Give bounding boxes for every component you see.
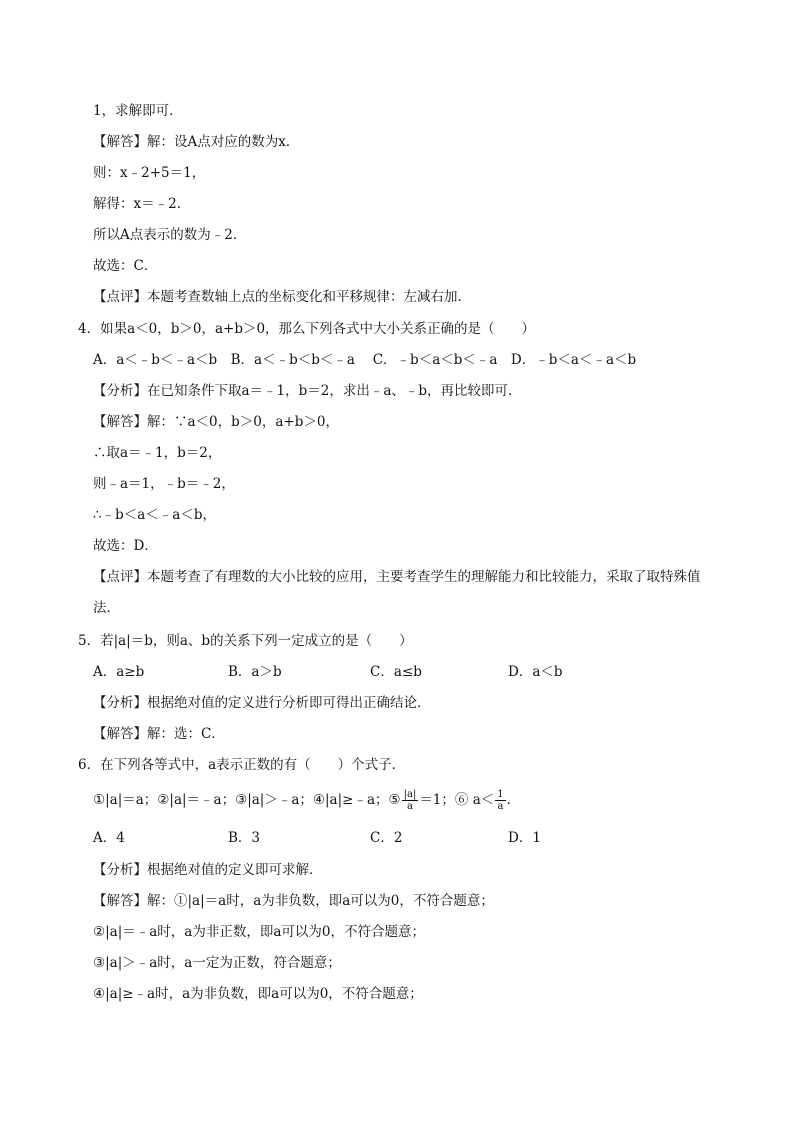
answer-line: 【解答】解：选：C． xyxy=(93,726,225,742)
option-d: D．a＜b xyxy=(508,664,563,680)
text-line: 1，求解即可． xyxy=(93,103,183,119)
text-line: 故选：D． xyxy=(93,538,158,554)
answer-line: 【解答】解：设A点对应的数为x． xyxy=(93,134,300,150)
question-4: 4．如果a＜0，b＞0，a+b＞0，那么下列各式中大小关系正确的是（ ） xyxy=(78,321,536,337)
text-line: ∴取a＝﹣1，b＝2， xyxy=(93,445,222,461)
comment-line: 【点评】本题考查数轴上点的坐标变化和平移规律：左减右加． xyxy=(93,289,471,305)
analysis-line: 【分析】根据绝对值的定义即可求解． xyxy=(93,862,323,878)
option-a: A．4 xyxy=(93,830,125,846)
option-c: C．2 xyxy=(370,830,403,846)
fraction-numerator: |a| xyxy=(403,789,417,800)
question-4-options: A．a＜﹣b＜﹣a＜b B．a＜﹣b＜b＜﹣a C．﹣b＜a＜b＜﹣a D．﹣b＜a＜﹣a＜b xyxy=(93,352,637,368)
text-line: ③|a|＞﹣a时，a一定为正数，符合题意； xyxy=(93,955,341,971)
option-b: B．3 xyxy=(228,830,261,846)
text-line: 则：x﹣2+5＝1， xyxy=(93,165,206,181)
question-6: 6．在下列各等式中，a表示正数的有（ ）个式子． xyxy=(78,757,406,773)
option-c: C．a≤b xyxy=(370,664,422,680)
text-line: ②|a|＝﹣a时，a为非正数，即a可以为0，不符合题意； xyxy=(93,924,425,940)
expressions-text: ①|a|＝a；②|a|＝﹣a；③|a|＞﹣a；④|a|≥﹣a；⑤ xyxy=(93,792,401,808)
fraction-denominator: a xyxy=(406,801,413,812)
text-line: ④|a|≥﹣a时，a为非负数，即a可以为0，不符合题意； xyxy=(93,986,423,1002)
fraction-abs-a-over-a xyxy=(402,789,419,812)
option-a: A．a≥b xyxy=(93,664,145,680)
text-line: 解得：x＝﹣2． xyxy=(93,196,191,212)
text-line: ∴﹣b＜a＜﹣a＜b， xyxy=(93,507,216,523)
expressions-end: ． xyxy=(506,792,521,808)
question-5: 5．若|a|＝b，则a、b的关系下列一定成立的是（ ） xyxy=(78,633,413,649)
analysis-line: 【分析】根据绝对值的定义进行分析即可得出正确结论． xyxy=(93,695,431,711)
text-line: 则﹣a＝1，﹣b＝﹣2， xyxy=(93,476,235,492)
question-6-expressions xyxy=(93,787,520,813)
comment-line: 【点评】本题考查了有理数的大小比较的应用，主要考查学生的理解能力和比较能力，采取了取特殊值 xyxy=(93,569,701,585)
text-line: 法． xyxy=(93,600,120,616)
option-d: D．1 xyxy=(508,830,541,846)
text-line: 所以A点表示的数为﹣2． xyxy=(93,227,247,243)
fraction-denominator: a xyxy=(497,801,504,812)
analysis-line: 【分析】在已知条件下取a＝﹣1，b＝2，求出﹣a、﹣b，再比较即可． xyxy=(93,383,522,399)
option-b: B．a＞b xyxy=(228,664,282,680)
answer-line: 【解答】解：①|a|＝a时，a为非负数，即a可以为0，不符合题意； xyxy=(93,893,494,909)
fraction-numerator: 1 xyxy=(497,789,504,800)
expressions-text-2: ＝1；⑥ a＜ xyxy=(419,792,495,808)
text-line: 故选：C． xyxy=(93,258,158,274)
fraction-one-over-a xyxy=(495,789,505,812)
answer-line: 【解答】解：∵a＜0，b＞0，a+b＞0， xyxy=(93,414,339,430)
